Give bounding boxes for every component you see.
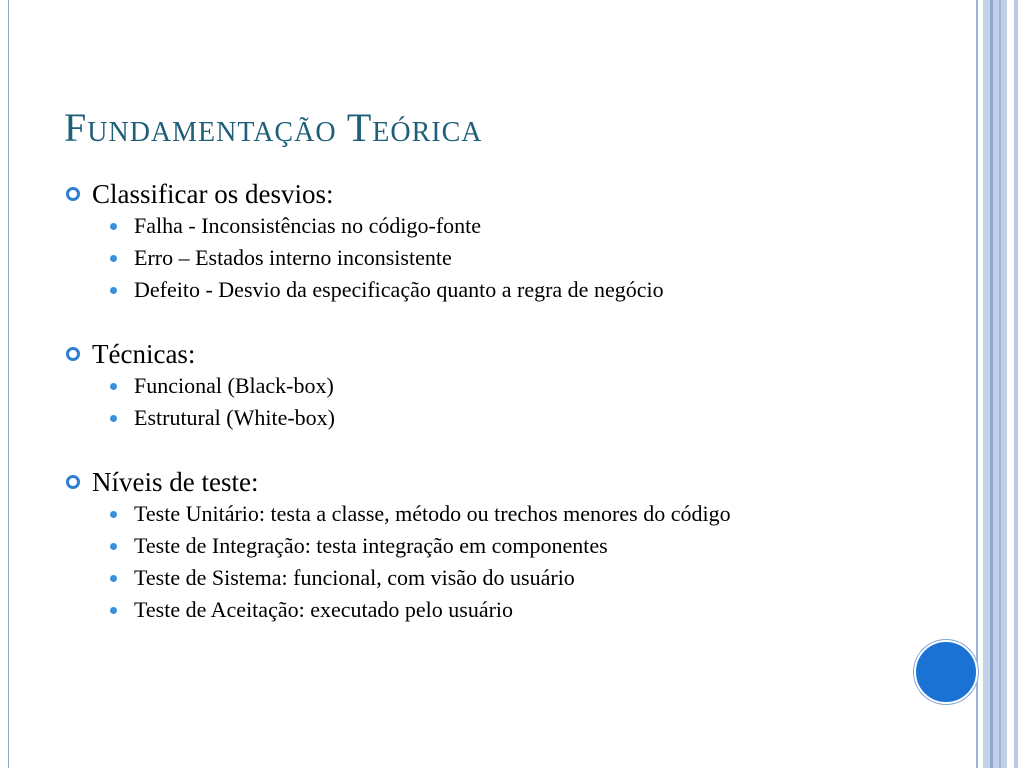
right-frame-band-stripe — [999, 0, 1001, 768]
list-item-text: Erro – Estados interno inconsistente — [134, 245, 452, 270]
section-heading — [64, 466, 904, 498]
list-item — [64, 566, 904, 590]
section-heading-text: Classificar os desvios: — [92, 179, 334, 209]
bullet-list — [64, 502, 904, 622]
list-item — [64, 278, 904, 302]
blue-circle-icon — [914, 640, 978, 704]
dot-bullet-icon — [110, 223, 117, 230]
dot-bullet-icon — [110, 255, 117, 262]
section-heading-text: Níveis de teste: — [92, 467, 259, 497]
dot-bullet-icon — [110, 511, 117, 518]
dot-bullet-icon — [110, 575, 117, 582]
right-frame-band-edge — [1014, 0, 1018, 768]
list-item-text: Teste de Sistema: funcional, com visão do usuário — [134, 565, 575, 590]
slide-content — [64, 178, 904, 630]
section-niveis — [64, 466, 904, 622]
list-item — [64, 214, 904, 238]
section-heading — [64, 338, 904, 370]
list-item-text: Teste Unitário: testa a classe, método ou trechos menores do código — [134, 501, 731, 526]
bullet-list — [64, 374, 904, 430]
right-frame-band — [983, 0, 1007, 768]
list-item-text: Teste de Aceitação: executado pelo usuário — [134, 597, 514, 622]
list-item-text: Teste de Integração: testa integração em componentes — [134, 533, 608, 558]
list-item — [64, 406, 904, 430]
dot-bullet-icon — [110, 607, 117, 614]
list-item — [64, 534, 904, 558]
list-item-text: Estrutural (White-box) — [134, 405, 335, 430]
dot-bullet-icon — [110, 543, 117, 550]
section-tecnicas — [64, 338, 904, 430]
list-item-text: Falha - Inconsistências no código-fonte — [134, 213, 482, 238]
section-heading-text: Técnicas: — [92, 339, 196, 369]
list-item-text: Defeito - Desvio da especificação quanto a regra de negócio — [134, 277, 664, 302]
left-frame-line — [8, 0, 9, 768]
right-frame-line — [976, 0, 978, 768]
ring-bullet-icon — [66, 475, 80, 489]
slide-title: Fundamentação Teórica — [64, 105, 483, 150]
list-item — [64, 246, 904, 270]
dot-bullet-icon — [110, 383, 117, 390]
dot-bullet-icon — [110, 415, 117, 422]
list-item — [64, 502, 904, 526]
dot-bullet-icon — [110, 287, 117, 294]
list-item — [64, 374, 904, 398]
list-item-text: Funcional (Black-box) — [134, 373, 334, 398]
ring-bullet-icon — [66, 187, 80, 201]
list-item — [64, 598, 904, 622]
section-classificar — [64, 178, 904, 302]
section-heading — [64, 178, 904, 210]
right-frame-band-stripe — [990, 0, 993, 768]
ring-bullet-icon — [66, 347, 80, 361]
bullet-list — [64, 214, 904, 302]
